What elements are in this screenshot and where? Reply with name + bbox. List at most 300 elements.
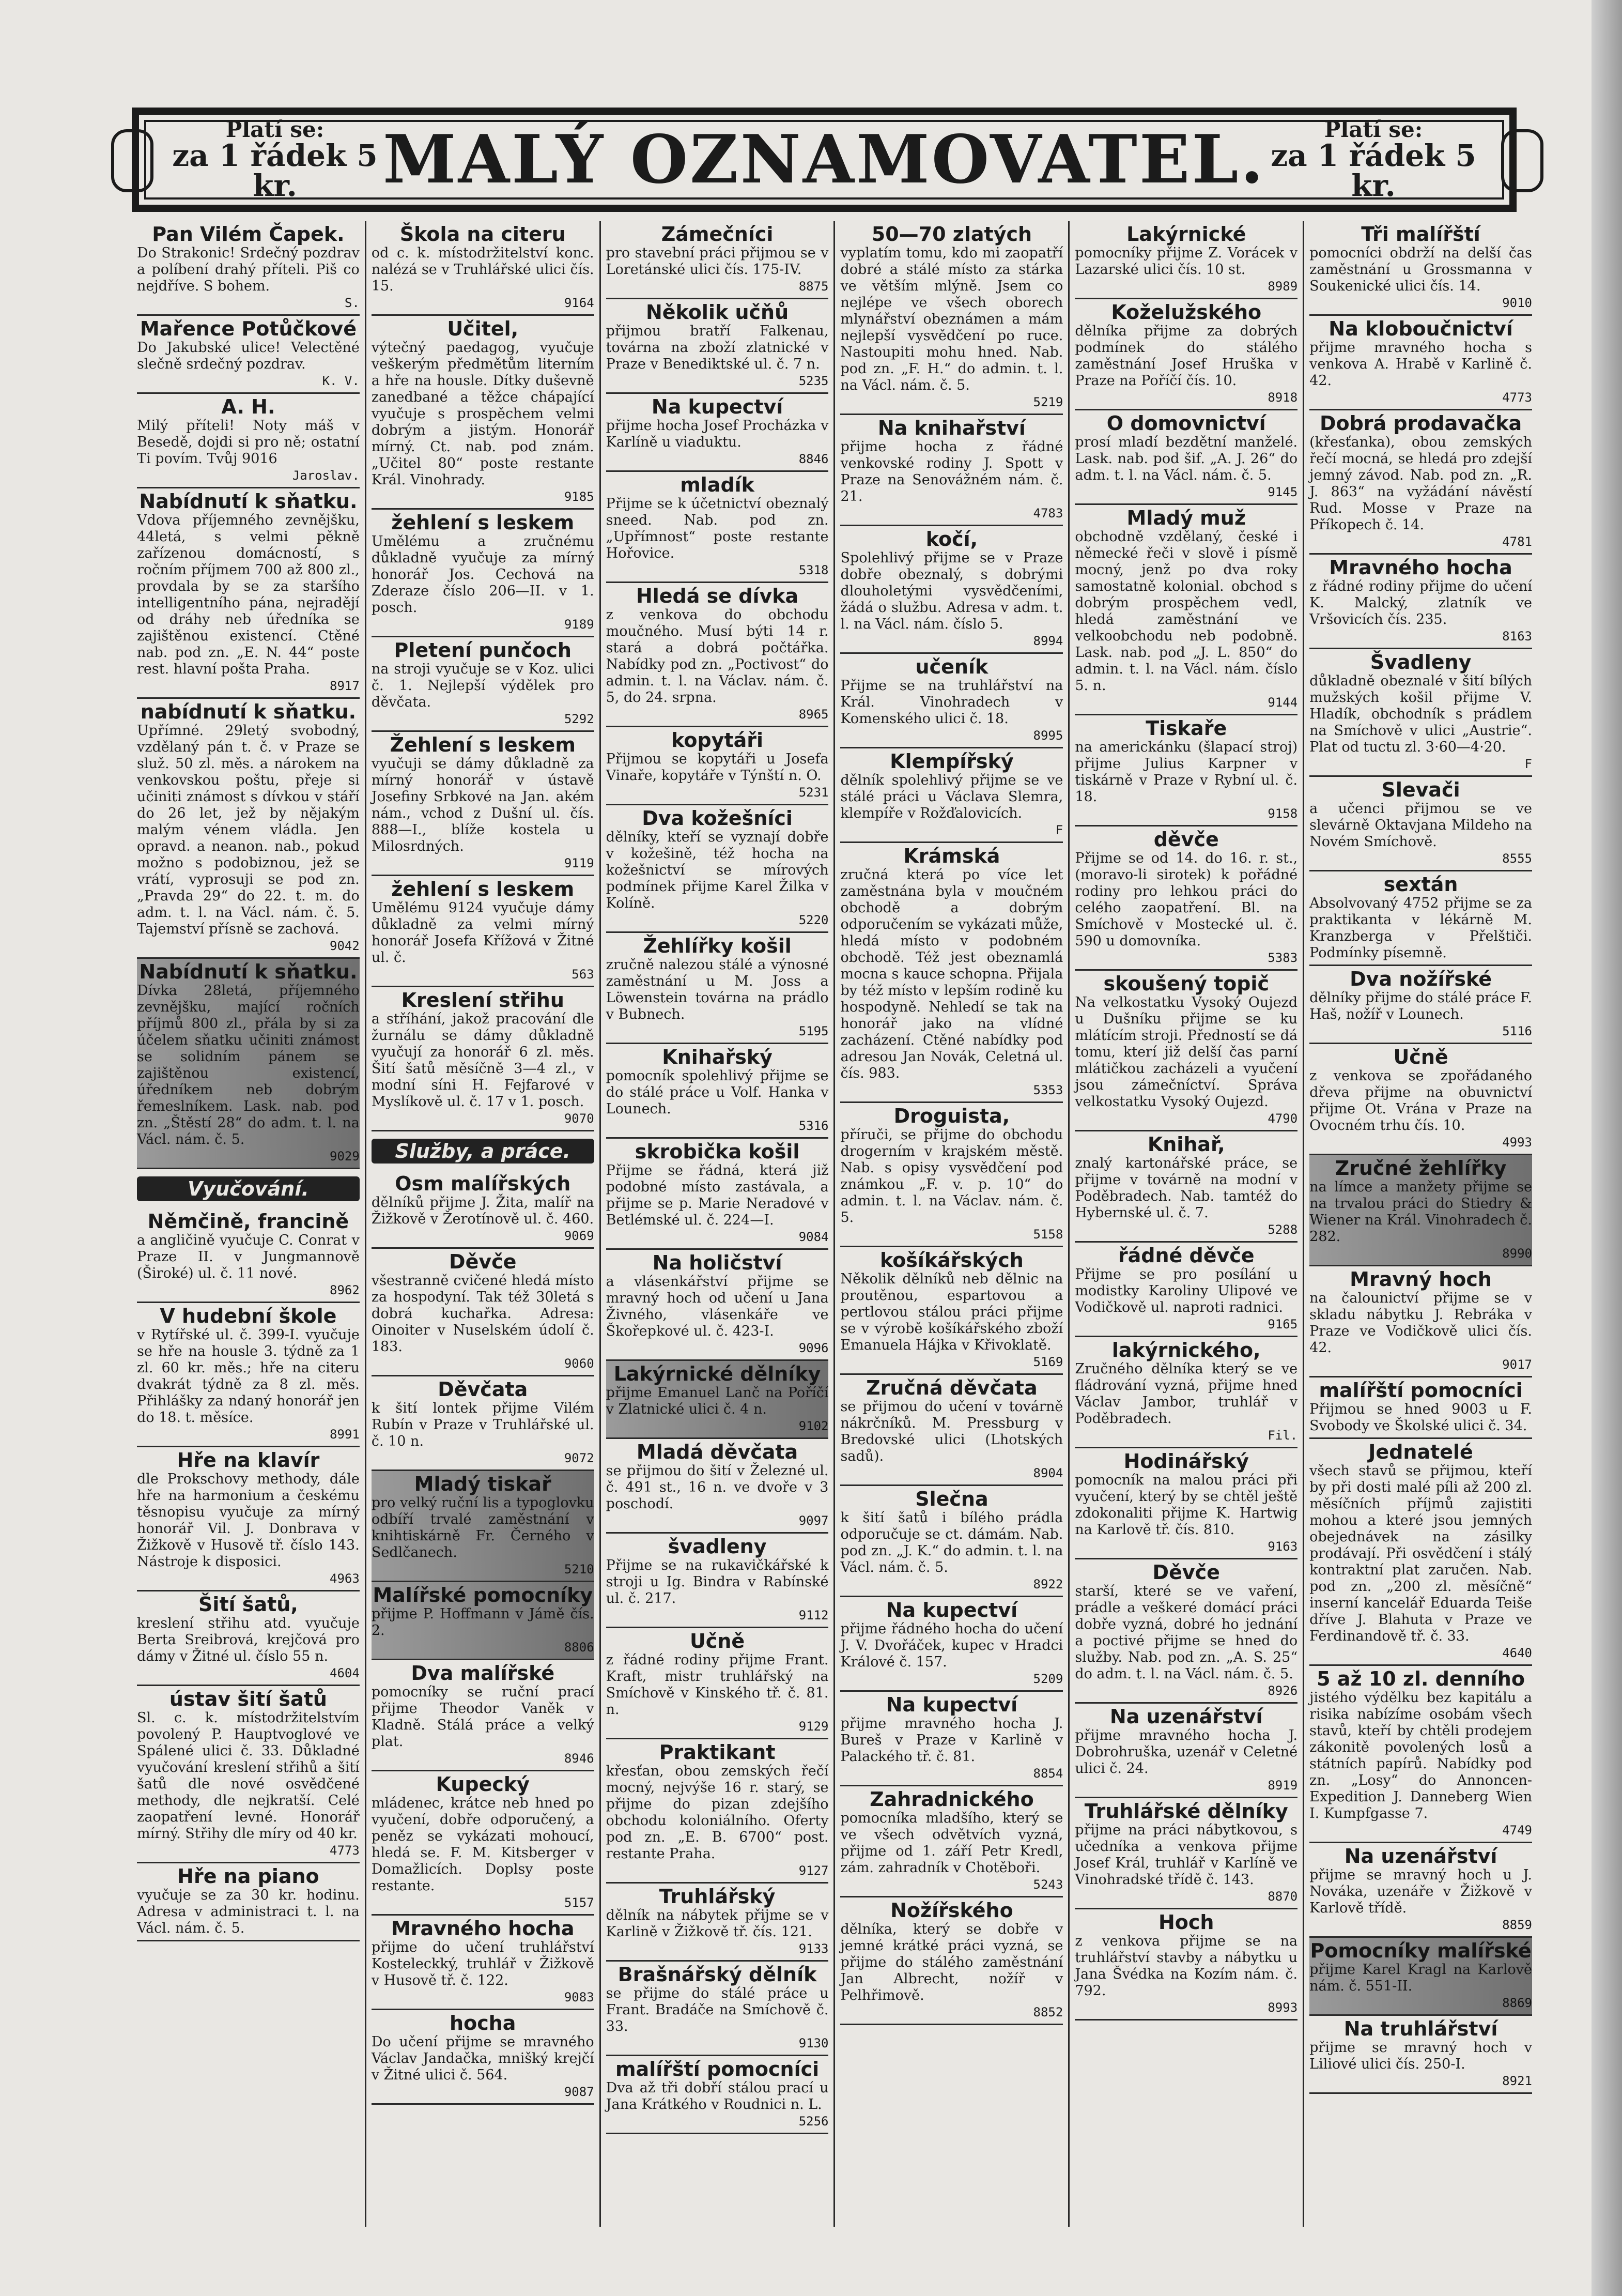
ad-reference-number: 8994 (1033, 634, 1063, 648)
ad-body: Do Jakubské ulice! Velectěné slečně srdečný pozdrav. (137, 340, 360, 372)
ad-heading: děvče (1153, 828, 1219, 851)
classified-ad (840, 843, 1063, 1103)
ad-heading: Mladá děvčata (636, 1441, 798, 1463)
ad-body: přijmou bratří Falkenau, továrna na zboží zlatnické v Praze v Benediktské ul. č. 7 n. (606, 323, 829, 372)
ad-heading: Na uzenářství (1344, 1845, 1497, 1868)
ad-heading: Dva nožířské (1350, 968, 1492, 990)
ad-body: pomocníky se ruční prací přijme Theodor Vaněk v Kladně. Stálá práce a velký plat. (371, 1684, 594, 1750)
ad-body: Přijme se na rukavičkářské k stroji u Ig. Bindra v Rabínské ul. č. 217. (606, 1557, 829, 1606)
classified-ad (1075, 1448, 1297, 1559)
ad-reference-number: 9072 (564, 1451, 594, 1465)
ad-body: Přijme se k účetnictví obeznalý sneed. Nab. pod zn. „Upřímnost“ poste restante Hořovice. (606, 496, 829, 561)
ad-heading: Zámečníci (661, 223, 774, 246)
classified-ad (606, 1361, 829, 1439)
classified-ad (1075, 410, 1297, 505)
classified-ad (1309, 777, 1532, 871)
ad-heading: Učitel, (447, 317, 519, 340)
ad-heading: Koželužského (1111, 301, 1262, 324)
ad-reference-number: 4749 (1502, 1823, 1532, 1838)
ad-body: přijme se mravný hoch u J. Nováka, uzenáře v Žižkově v Karlově třídě. (1309, 1867, 1532, 1916)
classified-ad (137, 1863, 360, 1941)
ad-reference-number: 9017 (1502, 1357, 1532, 1372)
classified-ad (606, 583, 829, 727)
ad-reference-number: 4781 (1502, 534, 1532, 549)
ad-reference-number: 9164 (564, 296, 594, 310)
ad-reference-number: K. V. (322, 374, 360, 388)
ad-heading: Dva kožešníci (642, 807, 793, 830)
ad-reference-number: 9129 (798, 1719, 829, 1734)
ad-reference-number: 9083 (564, 1990, 594, 2004)
ad-heading: malířští pomocníci (615, 2058, 820, 2080)
classified-ad (372, 1471, 594, 1582)
ad-heading: kočí, (925, 528, 978, 550)
ad-body: Přijme se pro posílání u modistky Karoliny Ulipové ve Vodičkově ul. naproti radnici. (1075, 1266, 1298, 1315)
ad-reference-number: 8921 (1502, 2074, 1532, 2088)
classified-ad (1075, 1909, 1297, 2021)
ad-heading: Mravný hoch (1350, 1268, 1492, 1291)
ad-body: na stroji vyučuje se v Koz. ulici č. 1. Nejlepší výdělek pro děvčata. (371, 661, 594, 710)
classified-ad (137, 1208, 360, 1303)
ad-heading: Děvče (1152, 1561, 1220, 1584)
ad-reference-number: 9165 (1268, 1317, 1298, 1331)
ad-heading: Brašnářský dělník (617, 1963, 817, 1986)
ad-body: Přijme se od 14. do 16. r. st., (moravo-li sirotek) k pořádné rodiny pro lehkou práci do celého zaopatření. Bl. na Smíchově v Mostecké ul. č. 590 u domovníka. (1075, 850, 1298, 949)
ad-body: na čalounictví přijme se v skladu nábytku J. Rebráka v Praze ve Vodičkově ulici čís. 42. (1309, 1290, 1532, 1356)
right-price-label: Platí se: (1324, 117, 1423, 142)
classified-ad (606, 472, 829, 583)
classified-ad (372, 1376, 594, 1471)
ad-reference-number: 8965 (798, 707, 829, 722)
ad-heading: Několik učňů (645, 301, 789, 324)
ad-body: důkladně obeznalé v šití bílých mužských košil přijme V. Hladík, obchodník s prádlem na Smíchově v ulici „Austrie“. Plat od tuctu zl. 3·60—4·20. (1309, 673, 1532, 755)
ad-reference-number: 8917 (330, 679, 360, 693)
ad-body: vyučuje se za 30 kr. hodinu. Adresa v administraci t. l. na Václ. nám. č. 5. (137, 1887, 360, 1936)
ad-heading: Hře na piano (177, 1865, 319, 1888)
ad-reference-number: S. (344, 296, 360, 310)
ad-heading: Děvče (449, 1250, 517, 1273)
ad-body: přijme P. Hoffmann v Jámě čís. 2. (371, 1606, 594, 1639)
ad-heading: Němčině, francině (147, 1210, 349, 1233)
ad-heading: 50—70 zlatých (871, 223, 1032, 246)
ad-heading: žehlení s leskem (391, 511, 575, 534)
classified-ad (840, 1897, 1063, 2025)
masthead (132, 108, 1517, 212)
ad-column-4 (835, 221, 1070, 2227)
ad-body: a učenci přijmou se ve slevárně Oktavjana Mildeho na Novém Smíchově. (1309, 801, 1532, 850)
ad-heading: Pan Vilém Čapek. (152, 223, 345, 246)
classified-ad (840, 526, 1063, 654)
ad-body: obchodně vzdělaný, české i německé řeči v slově i písmě mocný, jenž po dva roky samostatně kolonial. obchod s dobrým prospěchem vedl, hledá zaměstnání ve velkoobchodu neb podobně. Lask. nab. pod „J. L. 850“ do admin. t. l. na Václ. nám. číslo 5. n. (1075, 529, 1298, 694)
ad-reference-number: Jaroslav. (292, 468, 360, 483)
ad-heading: Pletení punčoch (394, 639, 571, 662)
ad-heading: Knihař, (1147, 1133, 1225, 1156)
ad-body: Několik dělníků neb dělnic na proutěnou, espartovou a pertlovou stálou práci přijme se v výrobě košíkářského zboží Emanuela Hájka v Křivoklatě. (840, 1271, 1063, 1353)
ad-reference-number: 5288 (1268, 1222, 1298, 1237)
ad-body: Dívka 28letá, příjemného zevnějšku, mající ročních příjmů 800 zl., přála by si za účelem sňatku učiniti známost se solidním pánem se zajištěnou existencí, úředníkem neb dobrým řemeslníkem. Lask. nab. pod zn. „Štěstí 28“ do adm. t. l. na Václ. nám. č. 5. (137, 983, 360, 1147)
ad-heading: V hudební škole (160, 1305, 337, 1327)
ad-heading: sextán (1383, 873, 1458, 896)
classified-ad (606, 2056, 829, 2134)
ad-heading: Tiskaře (1146, 717, 1227, 740)
ad-heading: Mravného hocha (1329, 556, 1512, 579)
classified-ad (606, 1139, 829, 1250)
ad-heading: Švadleny (1370, 651, 1472, 674)
ad-column-5 (1070, 221, 1304, 2227)
ad-heading: Zahradnického (870, 1788, 1034, 1811)
classified-ad (372, 732, 594, 876)
ad-reference-number: 9029 (330, 1149, 360, 1164)
ad-reference-number: 8852 (1033, 2005, 1063, 2019)
ad-reference-number: 9102 (798, 1419, 829, 1433)
ad-reference-number: 9010 (1502, 296, 1532, 310)
ad-body: a stříhání, jakož pracování dle žurnálu se dámy důkladně vyučují za honorář 6 zl. měs. Šití šatů měsíčně 3—4 zl., v modní síni H. Fejfarové v Myslíkově ul. č. 17 v 1. posch. (371, 1011, 594, 1110)
ad-heading: učeník (915, 655, 988, 678)
ad-body: prosí mladí bezdětní manželé. Lask. nab. pod šif. „A. J. 26“ do adm. t. l. na Václ. nám. č. 5. (1075, 434, 1298, 483)
classified-ad (372, 1771, 594, 1916)
classified-ad (1309, 871, 1532, 966)
ad-body: Sl. c. k. místodržitelstvím povolený P. Hauptvoglové ve Spálené ulici č. 33. Důkladné vyučování kreslení střihů a šití šatů dle nové osvědčené methody, dle nejkratší. Celé zaopatření levné. Honorář mírný. Střihy dle míry od 40 kr. (137, 1710, 360, 1842)
ad-reference-number: F (1055, 823, 1063, 837)
ad-heading: Na kupectví (886, 1599, 1018, 1621)
ad-body: se přijme do stálé práce u Frant. Bradáče na Smíchově č. 33. (606, 1985, 829, 2034)
ad-body: z venkova přijme se na truhlářství stavby a nábytku u Jana Švédka na Kozím nám. č. 792. (1075, 1933, 1298, 1999)
classified-ad (1309, 1377, 1532, 1439)
ad-body: Do Strakonic! Srdečný pozdrav a políbení drahý příteli. Piš co nejdříve. S bohem. (137, 245, 360, 294)
ad-reference-number: 8859 (1502, 1918, 1532, 1932)
classified-ad (606, 221, 829, 299)
ad-heading: skoušený topič (1103, 972, 1269, 995)
ad-body: Přijme se na truhlářství na Král. Vinohradech v Komenského ulici č. 18. (840, 678, 1063, 727)
classified-ad (372, 221, 594, 316)
ad-heading: Lakýrnické (1126, 223, 1246, 246)
classified-ad (372, 1660, 594, 1771)
ad-heading: Lakýrnické dělníky (613, 1363, 821, 1385)
ad-heading: Jednatelé (1368, 1441, 1473, 1463)
ad-heading: Tři malířští (1361, 223, 1480, 246)
ad-heading: Klempířský (890, 750, 1014, 773)
classified-ad (1075, 1131, 1297, 1243)
ad-body: dělník spolehlivý přijme se ve stálé práci u Václava Slemra, klempíře v Rožďalovicích. (840, 772, 1063, 821)
ad-reference-number: 8926 (1268, 1683, 1298, 1698)
classified-ad (137, 1303, 360, 1447)
classified-ad (1075, 1704, 1297, 1798)
ad-body: pomocník spolehlivý přijme se do stálé práce u Volf. Hanka v Lounech. (606, 1068, 829, 1117)
classified-ad (606, 299, 829, 394)
ad-reference-number: 5316 (798, 1119, 829, 1133)
ad-heading: Hledá se dívka (636, 585, 799, 607)
ad-reference-number: 4773 (1502, 390, 1532, 405)
ad-body: přijme hocha Josef Procházka v Karlíně u viaduktu. (606, 418, 829, 450)
ad-reference-number: 9163 (1268, 1539, 1298, 1554)
ad-body: Umělému 9124 vyučuje dámy důkladně za velmi mírný honorář Josefa Křížová v Žitné ul. č. (371, 900, 594, 966)
ad-reference-number: 8919 (1268, 1778, 1298, 1793)
ad-heading: Žehlení s leskem (390, 733, 576, 756)
ad-reference-number: 4790 (1268, 1111, 1298, 1126)
ad-heading: Nabídnutí k sňatku. (139, 490, 358, 513)
ad-reference-number: 4783 (1033, 506, 1063, 521)
ad-reference-number: 8995 (1033, 728, 1063, 743)
classified-ad (1309, 1439, 1532, 1666)
ad-body: pomocníka mladšího, který se ve všech odvětvích vyzná, přijme od 1. září Petr Kredl, zám. zahradník v Chotěboři. (840, 1810, 1063, 1876)
ad-reference-number: 8875 (798, 279, 829, 294)
section-header: Vyučování. (137, 1176, 360, 1201)
ad-reference-number: 8869 (1502, 1996, 1532, 2010)
classified-ad (1309, 1843, 1532, 1938)
ad-heading: skrobička košil (635, 1140, 800, 1163)
ad-heading: Mravného hocha (391, 1917, 575, 1940)
ad-reference-number: 8163 (1502, 629, 1532, 644)
classified-ad (606, 727, 829, 805)
classified-ad (1309, 410, 1532, 555)
ad-body: přijme do učení truhlářství Kosteleckký, truhlář v Žižkově v Husově tř. č. 122. (371, 1939, 594, 1988)
ad-body: z venkova se zpořádaného dřeva přijme na obuvnictví přijme Ot. Vrána v Praze na Ovocném trhu čís. 10. (1309, 1068, 1532, 1134)
ad-column-6 (1304, 221, 1537, 2227)
ad-reference-number: 9144 (1268, 695, 1298, 710)
ad-body: Přijmou se kopytáři u Josefa Vinaře, kopytáře v Týnští n. O. (606, 751, 829, 784)
ad-heading: mladík (680, 473, 754, 496)
ad-reference-number: 9070 (564, 1111, 594, 1126)
ad-body: z řádné rodiny přijme Frant. Kraft, mistr truhlářský na Smíchově v Kinského tř. č. 81. n. (606, 1652, 829, 1718)
ad-heading: žehlení s leskem (391, 878, 575, 900)
classified-ad (1075, 221, 1297, 299)
masthead-title: MALÝ OZNAMOVATEL. (383, 121, 1265, 198)
ad-body: křesťan, obou zemských řečí mocný, nejvýše 16 r. starý, se přijme do pizan zdejšího obchodu koloniálního. Oferty pod zn. „E. B. 6700“ post. restante Praha. (606, 1763, 829, 1862)
ad-reference-number: 563 (571, 967, 594, 982)
classified-ad (840, 1247, 1063, 1375)
ad-reference-number: 9060 (564, 1356, 594, 1371)
ad-body: přijme mravného hocha J. Dobrohruška, uzenář v Celetné ulici č. 24. (1075, 1727, 1298, 1777)
ad-body: všestranně cvičené hledá místo za hospodyní. Tak též 30letá s dobrá kuchařka. Adresa: Oinoiter v Nuselském údolí č. 183. (371, 1273, 594, 1355)
ad-body: dělníka přijme za dobrých podmínek do stálého zaměstnání Josef Hruška v Praze na Poříčí čís. 10. (1075, 323, 1298, 389)
ad-reference-number: 5116 (1502, 1024, 1532, 1038)
ad-heading: švadleny (668, 1535, 767, 1558)
ad-body: přijme řádného hocha do učení J. V. Dvořáček, kupec v Hradci Králové č. 157. (840, 1621, 1063, 1670)
ad-reference-number: 8989 (1268, 279, 1298, 294)
ad-heading: A. H. (221, 395, 275, 418)
ad-reference-number: 8854 (1033, 1766, 1063, 1781)
classified-ad (840, 1786, 1063, 1897)
ad-heading: Droguista, (893, 1105, 1010, 1127)
ad-body: Spolehlivý přijme se v Praze dobře obeznalý, s dobrými dlouholetými vysvědčeními, žádá o službu. Adresa v adm. t. l. na Václ. nám. číslo 5. (840, 550, 1063, 632)
ad-heading: Osm malířských (395, 1172, 571, 1195)
ad-column-3 (601, 221, 836, 2227)
classified-ad (1309, 316, 1532, 410)
ad-body: pomocníci obdrží na delší čas zaměstnání u Grossmanna v Soukenické ulici čís. 14. (1309, 245, 1532, 294)
ad-heading: Děvčata (438, 1378, 528, 1401)
ad-body: Zručného dělníka který se ve fládrování vyzná, přijme hned Václav Jambor, truhlář v Poděbradech. (1075, 1361, 1298, 1427)
ad-heading: Nabídnutí k sňatku. (139, 960, 358, 983)
classified-ad (137, 316, 360, 394)
ad-body: zručná která po více let zaměstnána byla v moučném obchodě a dobrým odporučením se vykázati může, hledá místo v podobném obchodě. Též jest obeznamlá mocna s kauce schopna. Přijala by též místo v lepším rodině ku hospodyně. Nehledí se tak na honorář jako na vlídné zacházení. Ctěné nabídky pod adresou Jan Novák, Celetná ul. čís. 983. (840, 867, 1063, 1081)
classified-ad (606, 1962, 829, 2056)
ad-reference-number: 4640 (1502, 1646, 1532, 1660)
ad-reference-number: 4773 (330, 1843, 360, 1858)
ad-heading: O domovnictví (1106, 412, 1266, 435)
ad-body: v Rytířské ul. č. 399-I. vyučuje se hře na housle 3. týdně za 1 zl. 60 kr. měs.; hře na citeru dvakrát týdně za 8 zl. měs. Přihlášky za ndaný honorář jen do 18. t. měsíce. (137, 1327, 360, 1426)
section-header: Služby, a práce. (372, 1139, 594, 1164)
classified-ad (840, 1103, 1063, 1247)
ad-body: přijme Emanuel Lanč na Poříčí v Zlatnické ulici č. 4 n. (606, 1385, 829, 1417)
ad-body: výtečný paedagog, vyučuje veškerým předmětům literním a hře na housle. Dítky duševně zanedbané a těžce chápající vyučuje s prospěchem velmi dobrým a jistým. Honorář mírný. Ct. nab. pod znám. „Učitel 80“ poste restante Král. Vinohrady. (371, 340, 594, 488)
ad-reference-number: 4604 (330, 1666, 360, 1680)
ad-heading: košíkářských (879, 1249, 1024, 1272)
ad-body: pro velký ruční lis a typoglovku odbíří trvalé zaměstnání v knihtiskárně Fr. Černého v Sedlčanech. (371, 1495, 594, 1560)
ad-heading: řádné děvče (1118, 1244, 1255, 1267)
classified-ad (137, 1591, 360, 1686)
ad-heading: Na uzenářství (1109, 1705, 1263, 1728)
classified-ad (606, 1250, 829, 1361)
ad-heading: Šití šatů, (198, 1593, 298, 1616)
ad-heading: Praktikant (659, 1741, 776, 1764)
classified-ad (1075, 826, 1297, 971)
ad-body: Vdova příjemného zevnějšku, 44letá, s velmi pěkně zařízenou domácností, s ročním příjmem 700 až 800 zl., provdala by se za staršího intelligentního pána, nejradějí od dráhy neb úředníka se zajištěnou existencí. Ctěné nab. pod zn. „E. N. 44“ poste rest. hlavní pošta Praha. (137, 512, 360, 677)
ad-reference-number: 5231 (798, 785, 829, 800)
right-price-rate: za 1 řádek 5 kr. (1271, 138, 1476, 203)
ad-reference-number: 5157 (564, 1895, 594, 1910)
ad-column-1 (132, 221, 366, 2227)
ad-heading: Mladý tiskař (414, 1473, 551, 1495)
ad-reference-number: 5235 (798, 374, 829, 388)
ad-body: pro stavební práci přijmou se v Loretánské ulici čís. 175-IV. (606, 245, 829, 278)
ad-reference-number: 9119 (564, 856, 594, 870)
ad-reference-number: 8991 (330, 1427, 360, 1442)
ad-reference-number: 9189 (564, 617, 594, 632)
ad-heading: Hodinářský (1123, 1450, 1249, 1473)
classified-ad (1309, 221, 1532, 316)
classified-ad (1309, 1938, 1532, 2016)
ad-heading: kopytáři (671, 729, 764, 752)
ad-heading: Škola na citeru (399, 223, 566, 246)
classified-ad (606, 805, 829, 933)
classified-ad (137, 699, 360, 959)
ad-body: pomocník na malou práci při vyučení, který by se chtěl ještě zdokonaliti přijme K. Hartwig na Karlově tř. čís. 810. (1075, 1472, 1298, 1538)
ad-heading: ústav šití šatů (169, 1688, 327, 1710)
ad-heading: Hře na klavír (177, 1449, 320, 1472)
classified-ad (1309, 1155, 1532, 1266)
ad-body: dle Prokschovy methody, dále hře na harmonium a českému těsnopisu vyučuje za mírný honorář Vil. J. Donbrava v Žižkově v Husově tř. číslo 143. Nástroje k disposici. (137, 1471, 360, 1570)
ad-reference-number: 8555 (1502, 851, 1532, 866)
ad-reference-number: 9069 (564, 1229, 594, 1243)
classified-ad (606, 1884, 829, 1962)
classified-ad (137, 394, 360, 488)
page-edge (1592, 0, 1622, 2296)
ad-reference-number: 5219 (1033, 395, 1063, 409)
ad-heading: Mladý muž (1126, 507, 1246, 529)
ad-heading: hocha (450, 2012, 516, 2034)
ad-heading: malířští pomocníci (1319, 1379, 1523, 1402)
ad-body: přijme mravného hocha s venkova A. Hrabě v Karlině č. 42. (1309, 340, 1532, 389)
ad-heading: Dva malířské (411, 1662, 555, 1685)
ad-heading: Zručná děvčata (866, 1376, 1038, 1399)
classified-ad (372, 1249, 594, 1376)
classified-ad (606, 1739, 829, 1884)
ad-heading: Truhlářský (659, 1885, 776, 1908)
classified-ad (372, 987, 594, 1131)
classified-ad (372, 1171, 594, 1249)
ad-body: se přijmou do šití v Železné ul. č. 491 st., 16 n. ve dvoře v 3 poschodí. (606, 1463, 829, 1512)
ad-reference-number: 4963 (330, 1571, 360, 1586)
ad-reference-number: 5243 (1033, 1877, 1063, 1892)
ad-reference-number: 8870 (1268, 1889, 1298, 1904)
ad-heading: Krámská (903, 845, 1000, 867)
classified-ad (840, 415, 1063, 526)
ad-heading: Knihařský (662, 1046, 773, 1068)
ad-heading: Na truhlářství (1343, 2017, 1498, 2040)
classified-ad (137, 959, 360, 1169)
ad-body: Přijmou se hned 9003 u F. Svobody ve Školské ulici č. 34. (1309, 1401, 1532, 1434)
ad-body: dělníka, který se dobře v jemné krátké práci vyzná, se přijme do stálého zaměstnání Jan Albrecht, nožíř v Pelhřimově. (840, 1921, 1063, 2003)
classified-ad (372, 510, 594, 637)
ad-columns (132, 221, 1537, 2227)
ad-heading: Truhlářské dělníky (1084, 1800, 1288, 1823)
ad-body: přijme hocha z řádné venkovské rodiny J. Spott v Praze na Senovážném nám. č. 21. (840, 439, 1063, 504)
classified-ad (137, 488, 360, 699)
ad-heading: Na kupectví (651, 395, 783, 418)
ad-body: zručně nalezou stálé a výnosné zaměstnání u M. Joss a Löwenstein továrna na prádlo v Bubnech. (606, 957, 829, 1022)
ad-reference-number: 8918 (1268, 390, 1298, 405)
ad-body: všech stavů se přijmou, kteří by při dosti malé píli až 200 zl. měsíčních příjmů zajistiti mohou a které jsou jemných obejednávek na zásilky prodávají. Při osvědčení i stálý kontraktní plat zaručen. Nab. pod zn. „200 zl. měsíčně“ inserní kancelář Eduarda Teiše dříve J. Blahuta v Praze ve Ferdinandově tř. č. 33. (1309, 1463, 1532, 1644)
ad-body: z venkova do obchodu moučného. Musí býti 14 r. stará a dobrá počtářka. Nabídky pod zn. „Poctivost“ do admin. t. l. na Václav. nám. č. 5, do 24. srpna. (606, 607, 829, 706)
ad-body: z řádné rodiny přijme do učení K. Malcký, zlatník ve Vršovicích čís. 235. (1309, 578, 1532, 627)
ad-reference-number: Fil. (1268, 1428, 1298, 1443)
classified-ad (606, 1044, 829, 1139)
classified-ad (372, 876, 594, 987)
ad-heading: Žehlířky košil (643, 935, 792, 957)
left-price-label: Platí se: (225, 117, 325, 142)
classified-ad (1309, 555, 1532, 649)
ad-reference-number: 5195 (798, 1024, 829, 1038)
classified-ad (606, 1628, 829, 1739)
ad-reference-number: 5292 (564, 712, 594, 726)
ad-body: vyučuji se dámy důkladně za mírný honorář v ústavě Josefiny Srbkové na Jan. akém nám., vchod z Dušní ul. čís. 888—I., blíže kostela u Milosrdných. (371, 756, 594, 854)
ad-body: příruči, se přijme do obchodu drogerním v krajském městě. Nab. s opisy vysvědčení pod známkou „F. v. p. 10“ do admin. t. l. na Václav. nám. č. 5. (840, 1127, 1063, 1226)
classified-ad (840, 1692, 1063, 1786)
ad-body: Do učení přijme se mravného Václav Jandačka, mnišký krejčí v Žitné ulici č. 564. (371, 2034, 594, 2083)
ad-heading: Nožířského (890, 1899, 1013, 1922)
ad-heading: Kupecký (436, 1773, 530, 1796)
ad-reference-number: 9127 (798, 1863, 829, 1878)
classified-ad (372, 637, 594, 732)
ad-body: na límce a manžety přijme se na trvalou práci do Stiedry & Wiener na Král. Vinohradech č. 282. (1309, 1179, 1532, 1245)
ad-heading: Na holičství (652, 1251, 782, 1274)
masthead-right-price (1265, 119, 1481, 201)
ad-body: na americkánku (šlapací stroj) přijme Julius Karpner v tiskárně v Praze v Rybní ul. č. 18. (1075, 739, 1298, 805)
ad-reference-number: 5383 (1268, 951, 1298, 965)
ad-reference-number: 8806 (564, 1640, 594, 1655)
ad-body: jistého výdělku bez kapitálu a risika nabízíme osobám všech stavů, kteří by chtěli prodejem zákonitě povolených losů a státních papírů. Nabídky pod zn. „Losy“ do Annoncen-Expedition J. Danneberg Wien I. Kumpfgasse 7. (1309, 1690, 1532, 1822)
ad-reference-number: 5220 (798, 913, 829, 927)
ad-reference-number: 8946 (564, 1751, 594, 1766)
ad-reference-number: 8993 (1268, 2000, 1298, 2015)
ad-heading: Na knihařství (877, 417, 1026, 439)
ad-reference-number: 5158 (1033, 1227, 1063, 1242)
classified-ad (1075, 1559, 1297, 1704)
ad-heading: Na kloboučnictví (1329, 317, 1513, 340)
ad-body: dělník na nábytek přijme se v Karlině v Žižkově tř. čís. 121. (606, 1907, 829, 1940)
classified-ad (840, 654, 1063, 748)
ad-reference-number: 9185 (564, 489, 594, 504)
ad-reference-number: 9130 (798, 2036, 829, 2050)
ad-body: znalý kartonářské práce, se přijme v továrně na modní v Poděbradech. Nab. tamtéž do Hybernské ul. č. 7. (1075, 1155, 1298, 1221)
ad-heading: Učně (689, 1630, 745, 1652)
classified-ad (1309, 2016, 1532, 2094)
ad-reference-number: 8990 (1502, 1246, 1532, 1261)
classified-ad (1075, 1337, 1297, 1448)
classified-ad (1309, 1044, 1532, 1155)
classified-ad (372, 1916, 594, 2010)
classified-ad (606, 1439, 829, 1534)
ad-body: Na velkostatku Vysoký Oujezd u Dušníku přijme se ku mlátícím stroji. Předností se dá tomu, kterí již delší čas parní mlátičkou zacházeli a vyučení jsou zámečníctví. Správa velkostatku Vysoký Oujezd. (1075, 994, 1298, 1110)
